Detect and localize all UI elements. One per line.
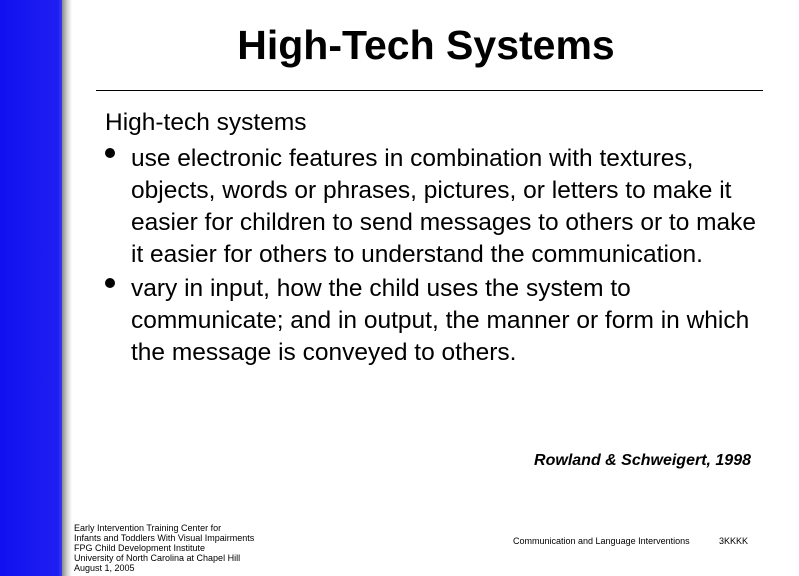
bullet-dot-icon <box>105 148 115 158</box>
footer-line: FPG Child Development Institute <box>74 543 206 553</box>
slide-title: High-Tech Systems <box>237 22 615 68</box>
left-accent-bar <box>0 0 62 576</box>
citation: Rowland & Schweigert, 1998 <box>534 452 751 469</box>
footer-line: University of North Carolina at Chapel Hill <box>74 553 241 563</box>
footer-slide-code: 3KKKK <box>719 536 749 546</box>
footer-organization <box>74 523 254 573</box>
bullet-item <box>105 273 765 369</box>
title-divider <box>96 90 763 91</box>
section-heading: High-tech systems <box>105 109 307 136</box>
footer-date: August 1, 2005 <box>74 563 135 573</box>
footer-course-title: Communication and Language Interventions <box>513 536 690 546</box>
footer-line: Early Intervention Training Center for <box>74 523 222 533</box>
footer-line: Infants and Toddlers With Visual Impairments <box>74 533 255 543</box>
left-bar-shadow <box>62 0 72 576</box>
bullet-text: vary in input, how the child uses the system to communicate; and in output, the manner or form in which the message is conveyed to others. <box>131 275 750 366</box>
bullet-dot-icon <box>105 278 115 288</box>
bullet-item <box>105 143 765 271</box>
bullet-list <box>105 143 765 371</box>
bullet-text: use electronic features in combination with textures, objects, words or phrases, pictures, or letters to make it easier for children to send messages to others or to make it easier for others to understand the communication. <box>131 145 757 268</box>
